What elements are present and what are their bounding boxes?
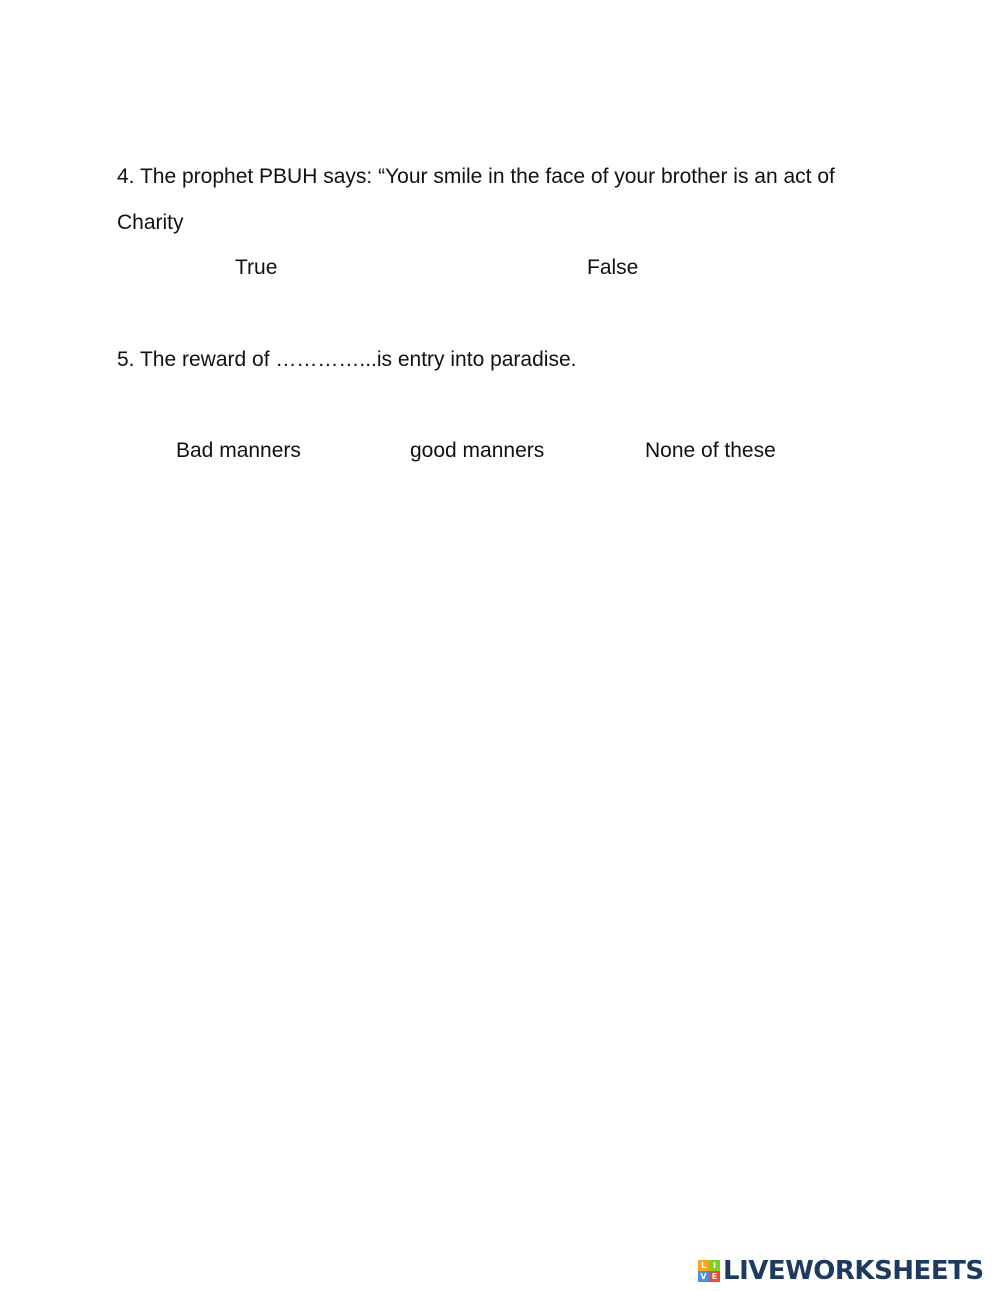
question-5-option-none-of-these[interactable]: None of these — [645, 439, 776, 462]
logo-blocks-icon — [698, 1260, 720, 1282]
logo-block-l: L — [698, 1260, 709, 1271]
logo-wordmark: LIVEWORKSHEETS — [723, 1256, 984, 1286]
question-4-option-false[interactable]: False — [587, 256, 639, 279]
question-5-option-good-manners[interactable]: good manners — [410, 439, 545, 462]
logo-block-i: I — [709, 1260, 720, 1271]
liveworksheets-logo — [698, 1258, 984, 1284]
question-4-text-line-2: Charity — [117, 211, 184, 234]
question-4-text-line-1: 4. The prophet PBUH says: “Your smile in the face of your brother is an act of — [117, 165, 835, 188]
question-5-option-bad-manners[interactable]: Bad manners — [176, 439, 301, 462]
logo-block-e: E — [709, 1271, 720, 1282]
question-4-option-true[interactable]: True — [235, 256, 278, 279]
logo-block-v: V — [698, 1271, 709, 1282]
question-5-text: 5. The reward of …………...is entry into paradise. — [117, 348, 577, 371]
